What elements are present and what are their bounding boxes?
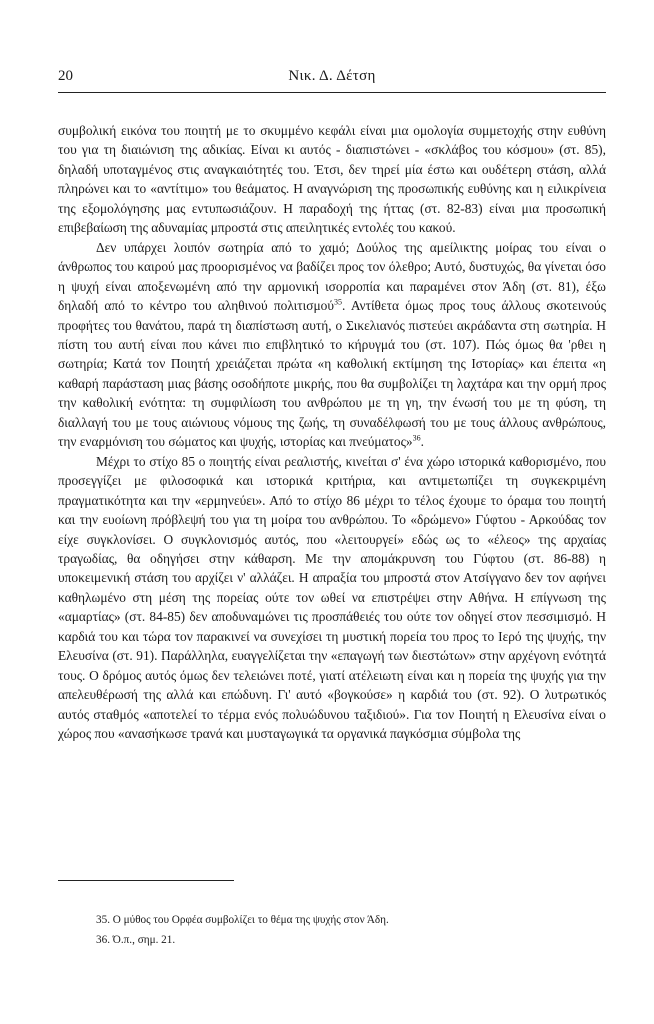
paragraph-text: . xyxy=(420,434,424,450)
body-paragraph xyxy=(58,238,606,452)
page-number: 20 xyxy=(58,68,73,84)
paragraph-text: συμβολική εικόνα του ποιητή με το σκυμμένο κεφάλι είναι μια ομολογία συμμετοχής στην ευθύνη του για τη διαιώνιση της αδικίας. Είναι κι αυτός - διαπιστώνει - «σκλάβος του κόσμου» (στ. 85), δηλαδή υποταγμένος στις αναγκαιότητές του. Έτσι, δεν τηρεί μία έστω και ουδέτερη στάση, αλλά πληρώνει και το «αντίτιμο» του θεάματος. Η αναγνώριση της προσωπικής ευθύνης και η ειλικρίνεια της εξομολόγησης μας εντυπωσιάζουν. Η παραδοχή της ήττας (στ. 82-83) είναι μια προσωπική επιβεβαίωση της αδυναμίας μπροστά στις απειλητικές εντολές του κακού. xyxy=(58,123,606,236)
body-paragraph xyxy=(58,452,606,744)
footnote-marker: 35 xyxy=(333,297,342,307)
header-rule xyxy=(58,92,606,93)
footnote-rule xyxy=(58,880,234,881)
paragraph-text: . Αντίθετα όμως προς τους άλλους σκοτεινούς προφήτες του θανάτου, παρά τη διαπίστωση αυτή, ο Σικελιανός πιστεύει ακράδαντα στη σωτηρία. Η πίστη του αυτή είναι που κάνει πιο επιβλητικό το κήρυγμά του (στ. 107). Πώς όμως θα 'ρθει η σωτηρία; Κατά τον Ποιητή χρειάζεται πρώτα «η καθολική εκτίμηση της Ιστορίας» και έπειτα «η καθαρή παράσταση μιας βάσης οσοδήποτε μικρής, που θα συμβολίζει τη λαχτάρα και την ορμή προς την καθολική ενότητα: τη συμφιλίωση του ανθρώπου με τη γη, την ένωσή του με τη φύση, τη διαλλαγή του με τους αιώνιους νόμους της ζωής, τη συναδέλφωσή του με τους άλλους ανθρώπους, την εναρμόνιση του σώματος και ψυχής, ιστορίας και πνεύματος» xyxy=(58,298,606,450)
page-header xyxy=(58,68,606,90)
footnote-36: 36. Ό.π., σημ. 21. xyxy=(96,934,176,946)
footnote-marker: 36 xyxy=(412,433,421,443)
body-paragraph xyxy=(58,121,606,238)
footnote-35: 35. Ο μύθος του Ορφέα συμβολίζει το θέμα της ψυχής στον Άδη. xyxy=(96,914,389,926)
paragraph-text: Δεν υπάρχει λοιπόν σωτηρία από το χαμό; Δούλος της αμείλικτης μοίρας του είναι ο άνθρωπος του καιρού μας προορισμένος να βαδίζει προς τον όλεθρο; Αυτό, δυστυχώς, θα γίνεται όσο η ψυχή είναι αποξενωμένη από την αρμονική ισορροπία και παραμένει στον Άδη (στ. 81), έξω δηλαδή από το κέντρο του αληθινού πολιτισμού xyxy=(58,239,606,314)
footnotes xyxy=(96,910,606,950)
body-text xyxy=(58,121,606,744)
running-head-author: Νικ. Δ. Δέτση xyxy=(288,68,376,84)
paragraph-text: Μέχρι το στίχο 85 ο ποιητής είναι ρεαλιστής, κινείται σ' ένα χώρο ιστορικά καθορισμένο, που προσεγγίζει με φιλοσοφικά και ιστορικά κριτήρια, και αντιμετωπίζει τη συγκεκριμένη πραγματικότητα και την «ερμηνεύει». Από το στίχο 86 μέχρι το τέλος έχουμε το όραμα του ποιητή και την ευοίωνη πρόβλεψή του για τη μοίρα του ανθρώπου. Το «δρώμενο» Γύφτου - Αρκούδας τον είχε συγκλονίσει. Ο συγκλονισμός αυτός, που «λειτουργεί» εδώς ως το «έλεος» της αρχαίας τραγωδίας, θα οδηγήσει στην κάθαρση. Με την απομάκρυνση του Γύφτου (στ. 86-88) η υποκειμενική στάση του αρχίζει ν' αλλάζει. Η απραξία του μπροστά στον Ατσίγγανο δεν τον αφήνει καθηλωμένο στη μέση της πορείας ούτε τον ωθεί να επιστρέψει στην Αθήνα. Η επίγνωση της «αμαρτίας» (στ. 84-85) δεν αποδυναμώνει τις προσπάθειές του ούτε τον οδηγεί στον πεσσιμισμό. Η καρδιά του και τώρα τον παρακινεί να συνεχίσει τη μυστική πορεία του προς το Ιερό της ψυχής, την Ελευσίνα (στ. 91). Παράλληλα, ευαγγελίζεται την «επαγωγή των διεστώτων» στην αρχέγονη ενότητά τους. Ο δρόμος αυτός όμως δεν τελειώνει ποτέ, γιατί ατέλειωτη είναι και η πορεία της ψυχής για την απελευθέρωσή της αλλά και επώδυνη. Γι' αυτό «βογκούσε» η καρδιά του (στ. 92). Ο λυτρωτικός αυτός σταθμός «αποτελεί το τέρμα ενός πολυώδυνου ταξιδιού». Για τον Ποιητή η Ελευσίνα είναι ο χώρος που «ανασήκωσε τρανά και μυσταγωγικά τα οργανικά παγκόσμια σύμβολα της xyxy=(58,453,606,742)
